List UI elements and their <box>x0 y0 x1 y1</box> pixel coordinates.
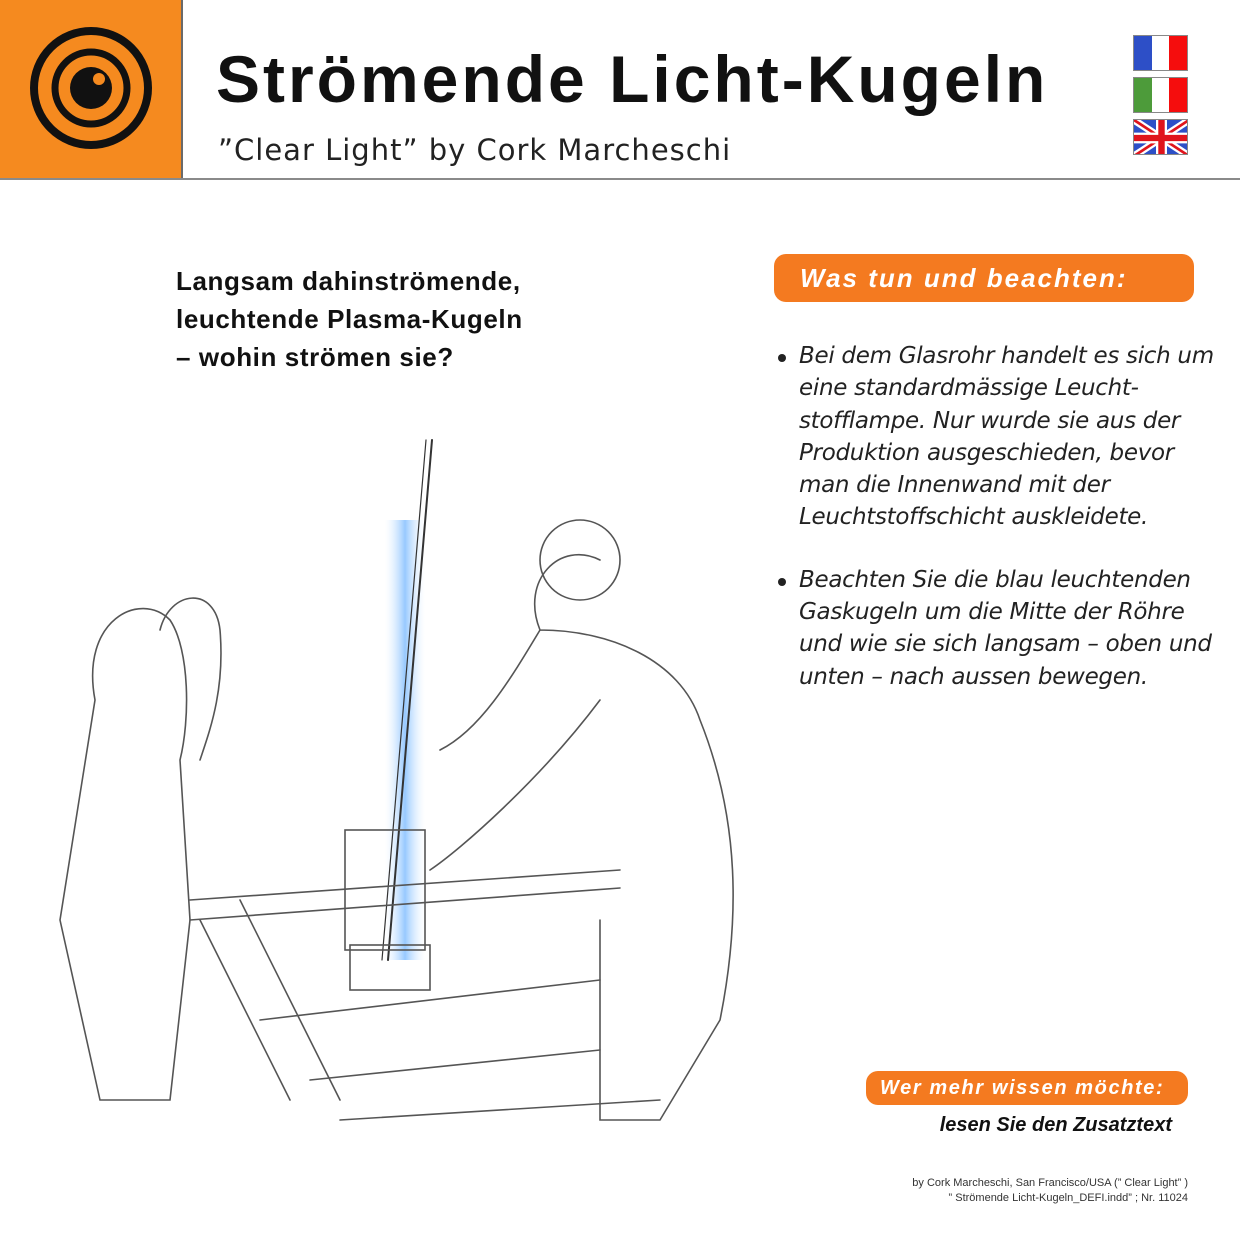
page-title: Strömende Licht-Kugeln <box>216 42 1049 116</box>
header <box>0 0 1240 180</box>
lead-line: – wohin strömen sie? <box>176 342 454 372</box>
page-subtitle: ”Clear Light” by Cork Marcheschi <box>218 133 732 167</box>
target-eye-icon <box>28 25 154 151</box>
list-item: Bei dem Glasrohr handelt es sich um eine standardmässige Leuchtstofflampe. Nur wurde sie aus der Produktion ausgeschieden, bevor man die Innenwand mit der Leuchtstoffschicht auskleidete. <box>774 340 1214 534</box>
flag-france-icon[interactable] <box>1133 35 1188 71</box>
credits-line: ” Strömende Licht-Kugeln_DEFI.indd” ; Nr. 11024 <box>948 1192 1188 1204</box>
lead-line: leuchtende Plasma-Kugeln <box>176 304 523 334</box>
instructions-heading: Was tun und beachten: <box>774 254 1194 302</box>
flag-uk-icon[interactable] <box>1133 119 1188 155</box>
instructions-list <box>774 340 1214 723</box>
lead-question <box>176 262 523 376</box>
flag-italy-icon[interactable] <box>1133 77 1188 113</box>
list-item: Beachten Sie die blau leuchtenden Gaskugeln um die Mitte der Röhre und wie sie sich langsam – oben und unten – nach aussen bewegen. <box>774 564 1214 693</box>
credits-line: by Cork Marcheschi, San Francisco/USA (” Clear Light” ) <box>912 1177 1188 1189</box>
more-info-heading: Wer mehr wissen möchte: <box>866 1071 1188 1105</box>
more-info-link[interactable]: lesen Sie den Zusatztext <box>939 1114 1172 1136</box>
bullet-icon <box>778 354 786 362</box>
credits <box>912 1176 1188 1206</box>
illustration <box>40 400 780 1160</box>
lead-line: Langsam dahinströmende, <box>176 266 521 296</box>
logo <box>0 0 183 178</box>
